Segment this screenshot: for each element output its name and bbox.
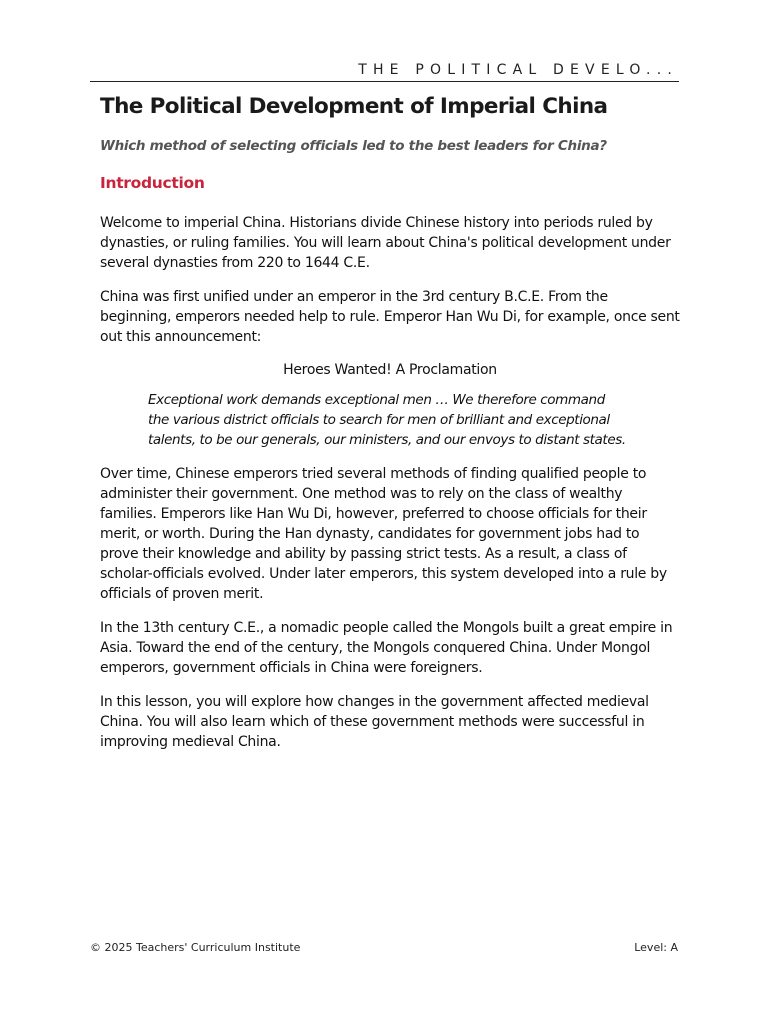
section-heading-introduction: Introduction bbox=[100, 174, 205, 192]
document-title: The Political Development of Imperial China bbox=[100, 94, 608, 119]
paragraph-3: Over time, Chinese emperors tried several methods of finding qualified people to administer their government. One method was to rely on the class of wealthy families. Emperors like Han Wu Di, however, preferred to choose officials for their merit, or worth. During the Han dynasty, candidates for government jobs had to prove their knowledge and ability by passing strict tests. As a result, a class of scholar-officials evolved. Under later emperors, this system developed into a rule by officials of proven merit. bbox=[100, 466, 667, 602]
paragraph-4: In the 13th century C.E., a nomadic people called the Mongols built a great empire in Asia. Toward the end of the century, the Mongols conquered China. Under Mongol emperors, government officials in China were foreigners. bbox=[100, 620, 673, 676]
proclamation-title: Heroes Wanted! A Proclamation bbox=[283, 362, 497, 378]
header-rule bbox=[90, 81, 679, 82]
footer-level: Level: A bbox=[634, 941, 678, 954]
paragraph-2: China was first unified under an emperor in the 3rd century B.C.E. From the beginning, emperors needed help to rule. Emperor Han Wu Di, for example, once sent out this announcement: bbox=[100, 289, 680, 345]
proclamation-quote: Exceptional work demands exceptional men … We therefore command the various district officials to search for men of brilliant and exceptional talents, to be our generals, our ministers, and our envoys to distant states. bbox=[148, 392, 626, 448]
document-body bbox=[100, 90, 680, 752]
essential-question: Which method of selecting officials led to the best leaders for China? bbox=[100, 138, 607, 154]
footer-copyright: © 2025 Teachers' Curriculum Institute bbox=[90, 941, 301, 954]
paragraph-5: In this lesson, you will explore how changes in the government affected medieval China. You will also learn which of these government methods were successful in improving medieval China. bbox=[100, 694, 649, 750]
running-header-title: THE POLITICAL DEVELO... bbox=[358, 62, 678, 78]
paragraph-1: Welcome to imperial China. Historians divide Chinese history into periods ruled by dynasties, or ruling families. You will learn about China's political development under several dynasties from 220 to 1644 C.E. bbox=[100, 215, 671, 271]
